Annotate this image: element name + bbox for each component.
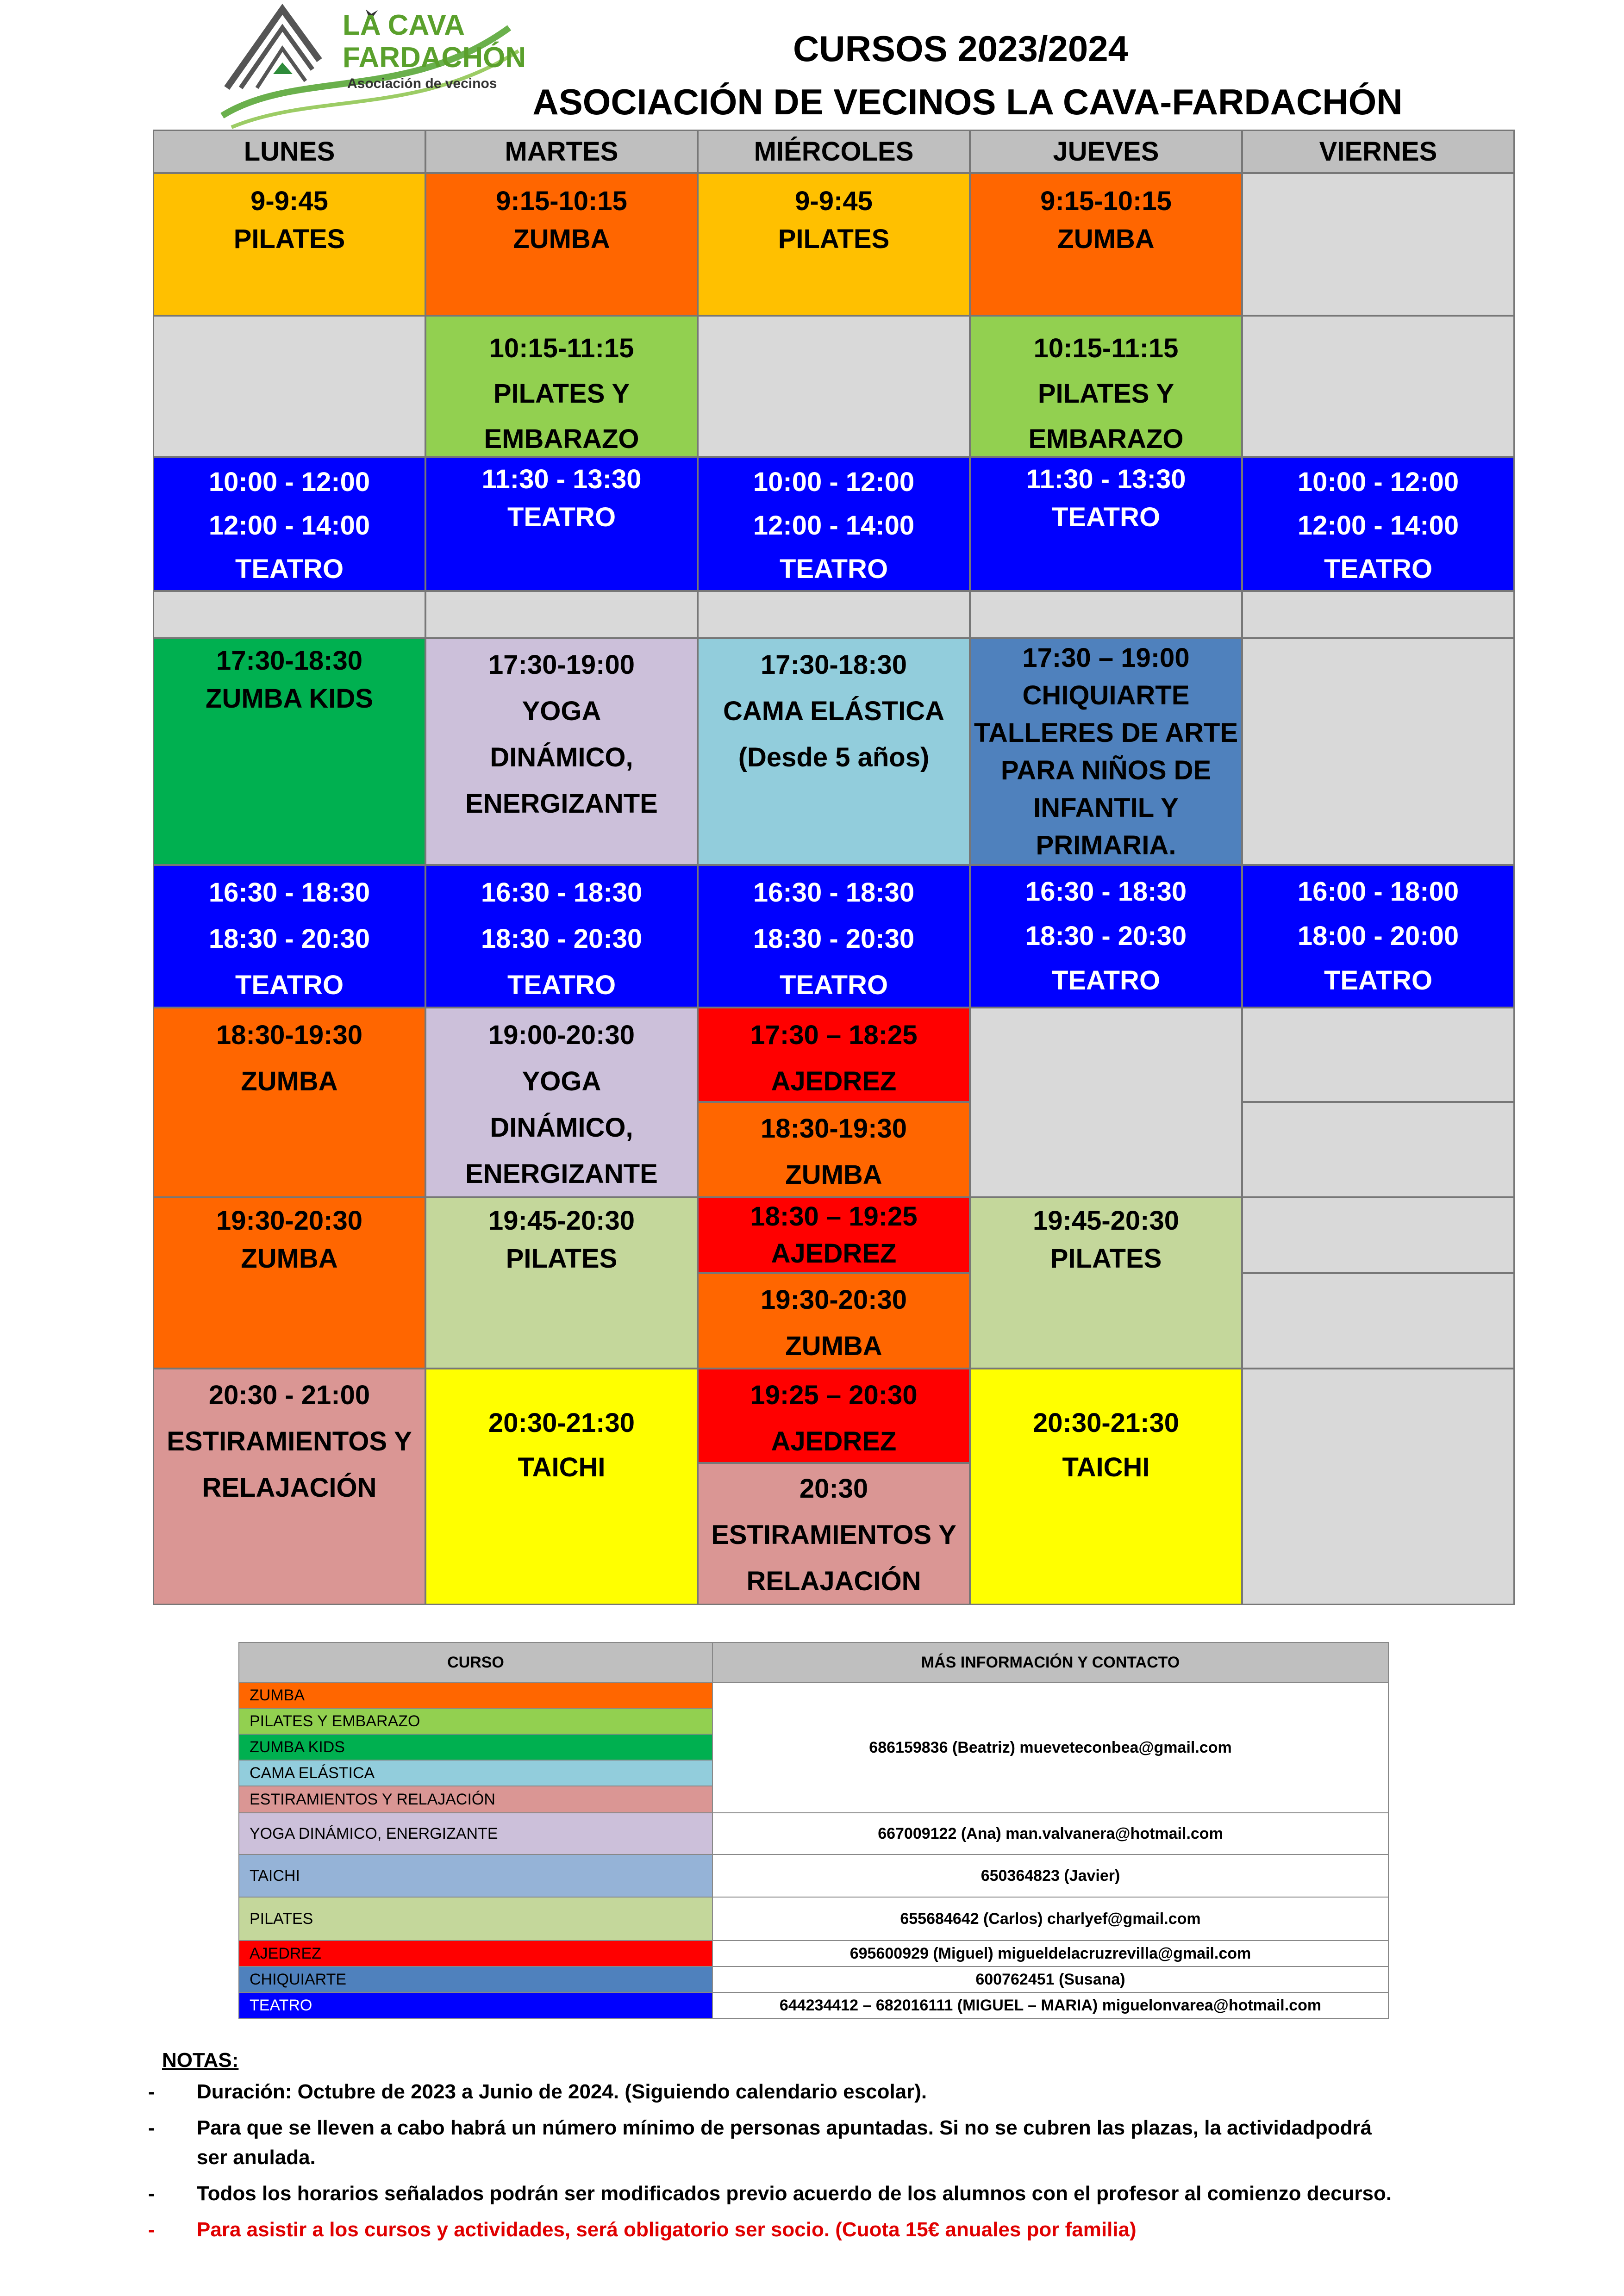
legend-course-ajedrez: AJEDREZ <box>238 1940 713 1967</box>
slot-time: 11:30 - 13:30 <box>481 464 642 494</box>
slot-time: 20:30-21:30 <box>1033 1408 1179 1438</box>
slot-lun-estiramientos <box>153 1368 426 1605</box>
slot-line: YOGA <box>522 1066 601 1096</box>
slot-line: YOGA <box>522 696 601 726</box>
slot-empty <box>697 591 970 639</box>
slot-line: TEATRO <box>779 554 888 584</box>
legend-course-taichi: TAICHI <box>238 1854 713 1898</box>
slot-time: 17:30-18:30 <box>761 650 907 680</box>
slot-line: 12:00 - 14:00 <box>1297 510 1459 541</box>
slot-time: 18:30-19:30 <box>216 1020 362 1050</box>
slot-line: ZUMBA <box>785 1331 882 1361</box>
slot-line: 18:00 - 20:00 <box>1297 921 1459 951</box>
logo-line3: Asociación de vecinos <box>347 76 497 91</box>
header-lunes: LUNES <box>153 130 426 174</box>
slot-time: 16:30 - 18:30 <box>753 877 915 908</box>
slot-line: TEATRO <box>235 970 344 1000</box>
slot-empty <box>1242 1101 1515 1198</box>
slot-line: TEATRO <box>507 502 616 532</box>
slot-time: 19:30-20:30 <box>216 1206 362 1236</box>
slot-line: 18:30 - 20:30 <box>1025 921 1187 951</box>
logo-line1: LA CAVA <box>343 9 465 41</box>
slot-line: TEATRO <box>507 970 616 1000</box>
slot-line: 12:00 - 14:00 <box>208 510 370 541</box>
slot-lun-zumba-kids <box>153 638 426 865</box>
slot-line: ZUMBA <box>241 1244 338 1274</box>
slot-time: 10:00 - 12:00 <box>753 467 915 497</box>
slot-lun-zumba-1 <box>153 1007 426 1198</box>
slot-line: EMBARAZO <box>484 424 639 454</box>
slot-time: 19:45-20:30 <box>1033 1206 1179 1236</box>
slot-mie-teatro-am <box>697 456 970 591</box>
slot-mar-pilates <box>425 1197 698 1369</box>
slot-empty <box>425 591 698 639</box>
slot-mar-taichi <box>425 1368 698 1605</box>
slot-time: 19:00-20:30 <box>488 1020 635 1050</box>
slot-time: 17:30-19:00 <box>488 650 635 680</box>
slot-line: ESTIRAMIENTOS Y <box>711 1520 956 1550</box>
slot-mar-teatro-am <box>425 456 698 591</box>
note-item-continued: ser anulada. <box>197 2146 316 2169</box>
slot-time: 11:30 - 13:30 <box>1026 464 1186 494</box>
slot-time: 10:15-11:15 <box>1033 333 1179 363</box>
slot-time: 20:30 - 21:00 <box>208 1380 370 1410</box>
legend-contact-miguel-maria: 644234412 – 682016111 (MIGUEL – MARIA) miguelonvarea@hotmail.com <box>712 1992 1389 2019</box>
slot-mar-teatro-pm <box>425 865 698 1008</box>
slot-time: 10:15-11:15 <box>489 333 634 363</box>
slot-line: ZUMBA <box>785 1160 882 1190</box>
slot-mar-yoga <box>425 638 698 865</box>
slot-line: TEATRO <box>235 554 344 584</box>
slot-vie-teatro-pm <box>1242 865 1515 1008</box>
slot-empty <box>153 315 426 457</box>
slot-empty <box>1242 315 1515 457</box>
slot-time: 17:30 – 18:25 <box>750 1020 918 1050</box>
header-miercoles: MIÉRCOLES <box>697 130 970 174</box>
slot-empty <box>1242 1007 1515 1102</box>
slot-time: 10:00 - 12:00 <box>1297 467 1459 497</box>
slot-line: PILATES <box>1050 1244 1162 1274</box>
slot-empty <box>1242 1368 1515 1605</box>
slot-vie-teatro-am <box>1242 456 1515 591</box>
legend-header-course: CURSO <box>238 1642 713 1683</box>
slot-line: 18:30 - 20:30 <box>481 924 643 954</box>
legend-course-chiquiarte: CHIQUIARTE <box>238 1966 713 1993</box>
header-martes: MARTES <box>425 130 698 174</box>
slot-time: 20:30 <box>799 1474 868 1504</box>
slot-time: 16:30 - 18:30 <box>481 877 643 908</box>
slot-time: 16:30 - 18:30 <box>1025 877 1187 907</box>
header-jueves: JUEVES <box>969 130 1243 174</box>
slot-empty <box>1242 638 1515 865</box>
slot-time: 18:30-19:30 <box>761 1114 907 1144</box>
slot-time: 19:45-20:30 <box>488 1206 635 1236</box>
note-item-membership: - Para asistir a los cursos y actividades, será obligatorio ser socio. (Cuota 15€ anuales por familia) <box>148 2218 1137 2241</box>
legend-contact-susana: 600762451 (Susana) <box>712 1966 1389 1993</box>
slot-empty <box>969 591 1243 639</box>
slot-time: 20:30-21:30 <box>488 1408 635 1438</box>
slot-line: ESTIRAMIENTOS Y <box>167 1426 412 1456</box>
slot-mie-cama-elastica <box>697 638 970 865</box>
slot-mie-ajedrez-1 <box>697 1007 970 1102</box>
slot-line: TEATRO <box>779 970 888 1000</box>
slot-empty <box>1242 591 1515 639</box>
slot-line: PRIMARIA. <box>1036 830 1176 860</box>
slot-line: CAMA ELÁSTICA <box>723 696 944 726</box>
slot-jue-chiquiarte <box>969 638 1243 865</box>
slot-time: 9:15-10:15 <box>496 186 627 216</box>
slot-line: TAICHI <box>518 1452 606 1482</box>
slot-time: 9-9:45 <box>795 186 873 216</box>
house-icon <box>227 9 319 88</box>
slot-lun-zumba-2 <box>153 1197 426 1369</box>
slot-jue-teatro-pm <box>969 865 1243 1008</box>
slot-jue-zumba <box>969 173 1243 316</box>
slot-line: AJEDREZ <box>771 1066 897 1096</box>
slot-line: AJEDREZ <box>771 1238 897 1269</box>
slot-line: DINÁMICO, <box>490 1113 633 1143</box>
notes-heading: NOTAS: <box>162 2049 239 2072</box>
legend-course-zumba: ZUMBA <box>238 1682 713 1709</box>
header-viernes: VIERNES <box>1242 130 1515 174</box>
legend-course-cama-elastica: CAMA ELÁSTICA <box>238 1760 713 1786</box>
page-title: CURSOS 2023/2024 <box>793 28 1129 69</box>
slot-time: 16:30 - 18:30 <box>208 877 370 908</box>
slot-time: 17:30 – 19:00 <box>1022 643 1190 673</box>
slot-lun-teatro-pm <box>153 865 426 1008</box>
slot-line: EMBARAZO <box>1028 424 1184 454</box>
slot-line: TEATRO <box>1324 965 1433 996</box>
legend-contact-miguel: 695600929 (Miguel) migueldelacruzrevilla@gmail.com <box>712 1940 1389 1967</box>
slot-empty <box>969 1007 1243 1198</box>
slot-line: PILATES <box>506 1244 618 1274</box>
slot-line: PILATES <box>233 224 345 254</box>
slot-line: PILATES Y <box>1037 379 1174 409</box>
legend-course-pilates-embarazo: PILATES Y EMBARAZO <box>238 1708 713 1735</box>
slot-time: 17:30-18:30 <box>216 646 362 676</box>
slot-time: 10:00 - 12:00 <box>208 467 370 497</box>
slot-jue-pilates-embarazo <box>969 315 1243 457</box>
legend-course-zumba-kids: ZUMBA KIDS <box>238 1734 713 1761</box>
slot-line: ENERGIZANTE <box>465 1159 658 1189</box>
slot-empty <box>153 591 426 639</box>
slot-line: RELAJACIÓN <box>202 1473 377 1503</box>
slot-mar-pilates-embarazo <box>425 315 698 457</box>
legend-contact-ana: 667009122 (Ana) man.valvanera@hotmail.com <box>712 1812 1389 1855</box>
slot-time: 18:30 – 19:25 <box>750 1201 918 1232</box>
slot-line: TEATRO <box>1051 502 1161 532</box>
slot-mar-yoga-2 <box>425 1007 698 1198</box>
slot-line: ZUMBA <box>241 1066 338 1096</box>
slot-mie-pilates <box>697 173 970 316</box>
slot-line: 18:30 - 20:30 <box>208 924 370 954</box>
slot-line: ENERGIZANTE <box>465 789 658 819</box>
slot-mie-ajedrez-2 <box>697 1197 970 1274</box>
slot-line: INFANTIL Y <box>1033 793 1179 823</box>
slot-line: ZUMBA <box>1057 224 1155 254</box>
slot-empty <box>1242 173 1515 316</box>
notes-section <box>148 2046 1537 2245</box>
note-item: - Todos los horarios señalados podrán ser modificados previo acuerdo de los alumnos con el profesor al comienzo decurso. <box>148 2182 1392 2205</box>
slot-line: CHIQUIARTE <box>1022 680 1190 710</box>
slot-line: ZUMBA <box>513 224 610 254</box>
slot-time: 19:25 – 20:30 <box>750 1380 918 1410</box>
slot-line: DINÁMICO, <box>490 742 633 772</box>
slot-line: (Desde 5 años) <box>738 742 930 772</box>
slot-line: 12:00 - 14:00 <box>753 510 915 541</box>
slot-jue-pilates <box>969 1197 1243 1369</box>
slot-time: 9:15-10:15 <box>1040 186 1172 216</box>
slot-time: 9-9:45 <box>250 186 328 216</box>
slot-empty <box>1242 1273 1515 1369</box>
slot-mie-teatro-pm <box>697 865 970 1008</box>
slot-line: TALLERES DE ARTE <box>974 718 1238 748</box>
note-item: - Duración: Octubre de 2023 a Junio de 2024. (Siguiendo calendario escolar). <box>148 2080 927 2103</box>
slot-line: ZUMBA KIDS <box>206 684 373 714</box>
slot-line: RELAJACIÓN <box>746 1566 921 1596</box>
slot-line: PILATES <box>778 224 890 254</box>
legend-course-yoga: YOGA DINÁMICO, ENERGIZANTE <box>238 1812 713 1855</box>
slot-mie-estiramientos <box>697 1462 970 1605</box>
slot-lun-pilates <box>153 173 426 316</box>
legend-header-info: MÁS INFORMACIÓN Y CONTACTO <box>712 1642 1389 1683</box>
slot-line: TEATRO <box>1051 965 1161 996</box>
slot-time: 19:30-20:30 <box>761 1285 907 1315</box>
legend-course-estiramientos: ESTIRAMIENTOS Y RELAJACIÓN <box>238 1786 713 1813</box>
note-item: - Para que se lleven a cabo habrá un número mínimo de personas apuntadas. Si no se cubren las plazas, la actividadpodrá <box>148 2116 1372 2139</box>
slot-line: TAICHI <box>1062 1452 1150 1482</box>
slot-mie-zumba-2 <box>697 1273 970 1369</box>
slot-mar-zumba <box>425 173 698 316</box>
slot-jue-taichi <box>969 1368 1243 1605</box>
slot-time: 16:00 - 18:00 <box>1297 877 1459 907</box>
slot-lun-teatro-am <box>153 456 426 591</box>
slot-line: PARA NIÑOS DE <box>1000 755 1212 785</box>
slot-mie-ajedrez-3 <box>697 1368 970 1463</box>
slot-mie-zumba-1 <box>697 1101 970 1198</box>
slot-jue-teatro-am <box>969 456 1243 591</box>
legend-contact-javier: 650364823 (Javier) <box>712 1854 1389 1898</box>
legend-contact-carlos: 655684642 (Carlos) charlyef@gmail.com <box>712 1897 1389 1941</box>
slot-empty <box>1242 1197 1515 1274</box>
slot-empty <box>697 315 970 457</box>
legend-course-teatro: TEATRO <box>238 1992 713 2019</box>
logo-line2: FARDACHÓN <box>343 42 526 74</box>
slot-line: TEATRO <box>1324 554 1433 584</box>
slot-line: PILATES Y <box>493 379 630 409</box>
slot-line: 18:30 - 20:30 <box>753 924 915 954</box>
legend-course-pilates: PILATES <box>238 1897 713 1941</box>
legend-contact-beatriz: 686159836 (Beatriz) mueveteconbea@gmail.com <box>712 1682 1389 1813</box>
association-logo <box>213 0 532 139</box>
page-subtitle: ASOCIACIÓN DE VECINOS LA CAVA-FARDACHÓN <box>532 81 1403 122</box>
slot-line: AJEDREZ <box>771 1426 897 1456</box>
